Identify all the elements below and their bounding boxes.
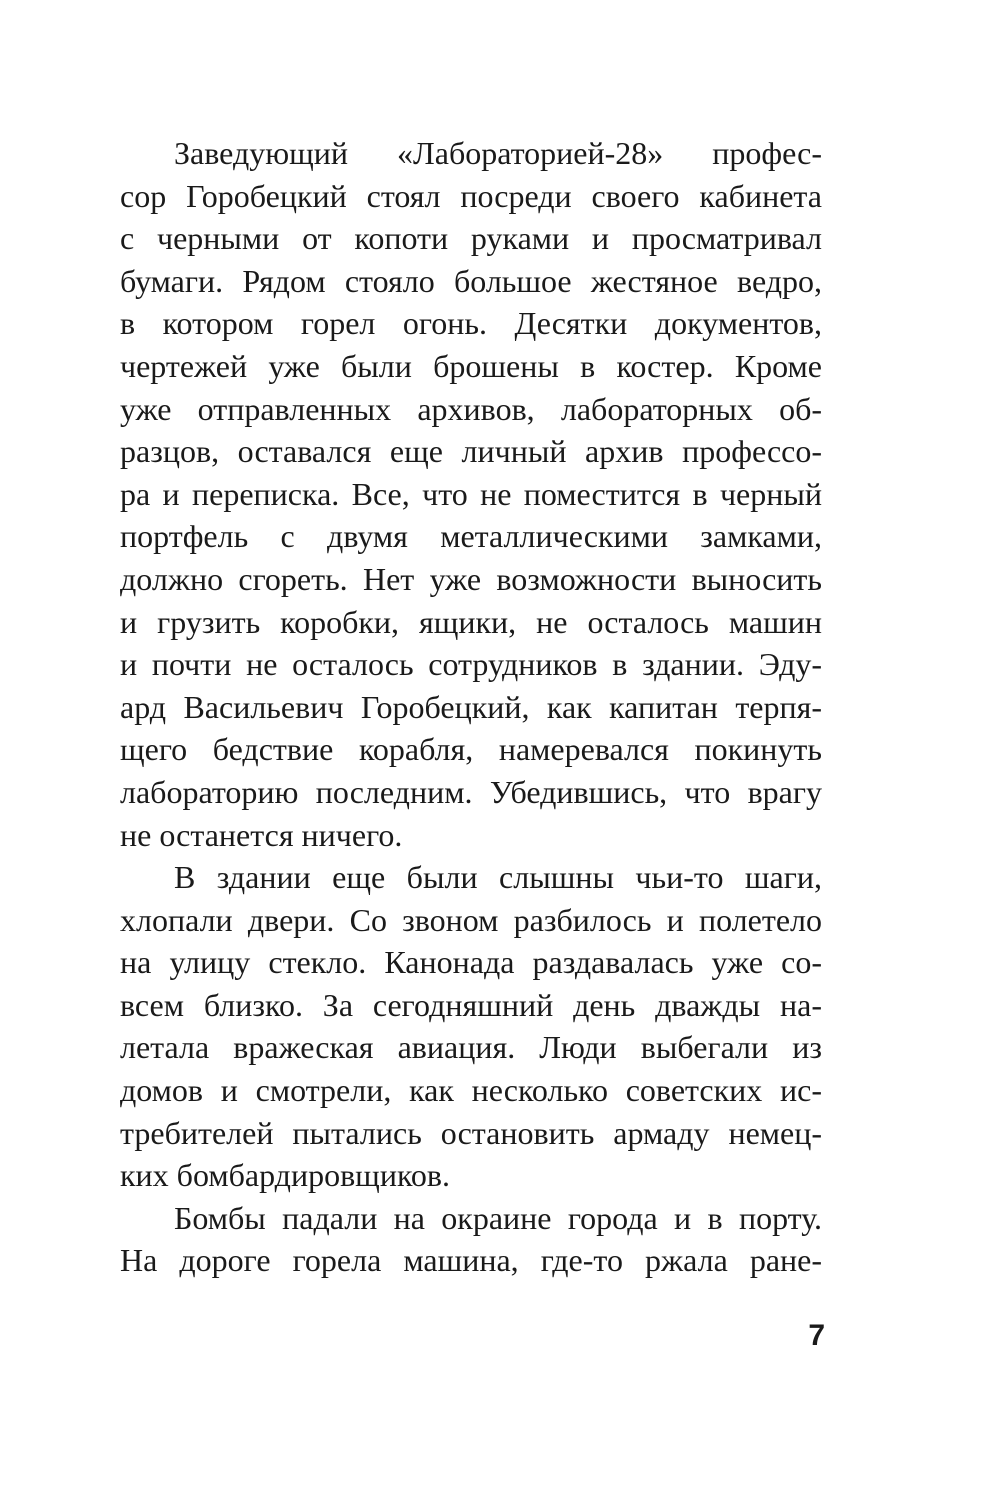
text-line: щего бедствие корабля, намеревался покинуть — [120, 731, 822, 768]
text-line: в котором горел огонь. Десятки документов, — [120, 305, 822, 342]
text-line: с черными от копоти руками и просматривал — [120, 220, 822, 257]
text-line: ких бомбардировщиков. — [120, 1157, 450, 1194]
text-line: не останется ничего. — [120, 816, 403, 853]
text-line: В здании еще были слышны чьи-то шаги, — [174, 859, 822, 896]
text-line: Бомбы падали на окраине города и в порту. — [174, 1199, 822, 1236]
text-line: на улицу стекло. Канонада раздавалась уже со- — [120, 944, 822, 981]
text-line: домов и смотрели, как несколько советских ис- — [120, 1072, 822, 1109]
paragraph-2 — [120, 856, 822, 1197]
text-line: хлопали двери. Со звоном разбилось и полетело — [120, 901, 822, 938]
page-number: 7 — [808, 1319, 825, 1352]
text-line: разцов, оставался еще личный архив профессо- — [120, 433, 822, 470]
body-text — [120, 132, 822, 1282]
text-line: сор Горобецкий стоял посреди своего кабинета — [120, 177, 822, 214]
paragraph-1 — [120, 132, 822, 856]
text-line: летала вражеская авиация. Люди выбегали из — [120, 1029, 822, 1066]
text-line: уже отправленных архивов, лабораторных об- — [120, 390, 822, 427]
text-line: портфель с двумя металлическими замками, — [120, 518, 822, 555]
text-line: ард Васильевич Горобецкий, как капитан терпя- — [120, 688, 822, 725]
text-line: и почти не осталось сотрудников в здании. Эду- — [120, 646, 822, 683]
text-line: бумаги. Рядом стояло большое жестяное ведро, — [120, 262, 822, 299]
text-line: На дороге горела машина, где-то ржала ране- — [120, 1242, 822, 1279]
text-line: лабораторию последним. Убедившись, что врагу — [120, 773, 822, 810]
text-line: должно сгореть. Нет уже возможности выносить — [120, 560, 822, 597]
text-line: требителей пытались остановить армаду немец- — [120, 1114, 822, 1151]
text-line: чертежей уже были брошены в костер. Кроме — [120, 347, 822, 384]
text-line: всем близко. За сегодняшний день дважды на- — [120, 986, 822, 1023]
text-line: ра и переписка. Все, что не поместится в черный — [120, 475, 822, 512]
text-line: и грузить коробки, ящики, не осталось машин — [120, 603, 822, 640]
paragraph-3 — [120, 1197, 822, 1282]
text-line: Заведующий «Лабораторией-28» профес- — [174, 135, 822, 171]
